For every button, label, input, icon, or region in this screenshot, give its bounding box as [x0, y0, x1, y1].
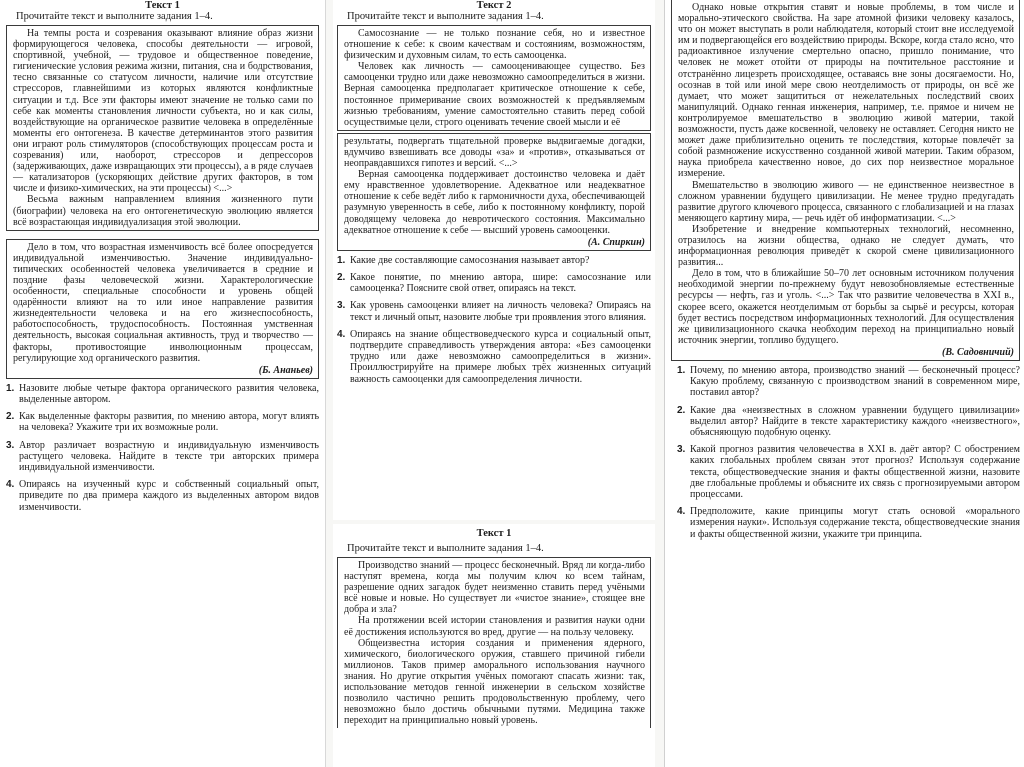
paragraph: результаты, подвергать тщательной проверке выдвигаемые догадки, вдумчиво взвешивать все доводы «за» и «против», отказываться от неоправдавшихся гипотез и версий. <...>: [344, 135, 645, 170]
question-number: 3.: [677, 444, 686, 456]
text-heading: Текст 1: [145, 0, 180, 11]
question-item: [677, 444, 1020, 500]
question-text: Какое понятие, по мнению автора, шире: самосознание или самооценка? Поясните свой ответ, опираясь на текст.: [350, 271, 651, 295]
instruction: Прочитайте текст и выполните задания 1–4.: [16, 11, 213, 22]
question-text: Как уровень самооценки влияет на личность человека? Опираясь на текст и личный опыт, назовите любые три проявления этого влияния.: [350, 300, 651, 323]
paragraph: Вмешательство в эволюцию живого — не единственное неизвестное в сложном уравнении будущего цивилизации. Не менее трудно предугадать развитие другого ключевого процесса, связанного с глобализацией и на глазах меняющего картину мира, — речь идёт об информатизации. <...>: [678, 179, 1014, 224]
question-number: 1.: [337, 254, 346, 266]
question-number: 3.: [6, 439, 15, 451]
paragraph: На темпы роста и созревания оказывают влияние образ жизни формирующегося человека, способы деятельности — игровой, спортивной, учебной, — трудовое и общественное поведение, гигиенические условия режима жизни, питания, сна и бодрствования, тесно связанные со статусом личности, наличие или отсутствие стрессоров, главнейшими из которых являются конфликтные ситуации и т.д. Все эти факторы имеют значение не только сами по себе как моменты становления личности субъекта, но и как силы, воздействующие на органическое развитие человека в определённые моменты его онтогенеза. В качестве детерминантов этого развития они играют роль стимуляторов (способствующих процессам роста и созревания) или, наоборот, стрессоров и депрессоров (задерживающих, даже извращающих эти процессы), а в ряде случаев — катализаторов (ускоряющих действие других факторов, в том числе и физико-химических, на эти процессы) <...>: [13, 28, 313, 195]
questions-list: [337, 255, 651, 385]
paragraph: На протяжении всей истории становления и развития науки одни её достижения используются во вред, другие — на пользу человеку.: [344, 615, 645, 638]
question-number: 4.: [677, 506, 686, 518]
question-text: Как выделенные факторы развития, по мнению автора, могут влиять на человека? Укажите три их возможные роли.: [19, 411, 319, 434]
text-box-1: [337, 25, 651, 131]
question-number: 1.: [677, 365, 686, 376]
paragraph: Самосознание — не только познание себя, но и известное отношение к себе: к своим качествам и состояниям, возможностям, физическим и духовным силам, то есть самооценка.: [344, 28, 645, 62]
question-number: 1.: [6, 382, 15, 394]
question-number: 4.: [337, 328, 346, 340]
page-text1-biology: [0, 0, 326, 767]
instruction: Прочитайте текст и выполните задания 1–4.: [347, 543, 544, 554]
question-item: [337, 272, 651, 294]
question-item: [677, 506, 1020, 540]
question-text: Опираясь на знание обществоведческого курса и социальный опыт, подтвердите справедливость утверждения автора: «Без самооценки трудно или даже невозможно самоопределиться в жизни». Проиллюстрируйте на примере любых трёх жизненных ситуаций важность самооценки для самоопределения личности.: [350, 328, 651, 385]
question-text: Почему, по мнению автора, производство знаний — бесконечный процесс? Какую проблему, связанную с производством знаний в современном мире, поставил автор?: [690, 365, 1020, 399]
paragraph: Верная самооценка поддерживает достоинство человека и даёт ему нравственное удовлетворение. Адекватное или неадекватное отношение к себе ведёт либо к гармоничности духа, обеспечивающей разумную уверенность в себе, либо к постоянному конфликту, порой доводящему человека до невротического состояния. Максимально адекватное отношение к себе — высший уровень самооценки.: [344, 169, 645, 236]
text-box: [671, 0, 1020, 361]
page-text1-continuation: [664, 0, 1024, 767]
question-number: 2.: [6, 411, 15, 423]
question-text: Какие две составляющие самосознания называет автор?: [350, 254, 590, 266]
paragraph: Изобретение и внедрение компьютерных технологий, несомненно, отразилось на жизни общества, однако не следует думать, что информационная революция приведёт к скорой смене цивилизационного развития...: [678, 223, 1014, 269]
question-number: 2.: [677, 404, 686, 416]
paragraph: Общеизвестна история создания и применения ядерного, химического, биологического оружия, ставшего причиной гибели миллионов. Таков пример аморального использования научного знания. Но другие открытия учёных помогают спасать жизни: так, использование методов генной инженерии в сельском хозяйстве позволило частично решить продовольственную проблему, чего невозможно было достичь обычными путями. Медицина также переходит на принципиально новый уровень.: [344, 637, 645, 727]
text-box: [337, 557, 651, 728]
text-heading: Текст 2: [476, 0, 512, 11]
text-box-1: [6, 25, 319, 231]
question-number: 4.: [6, 479, 15, 491]
question-text: Автор различает возрастную и индивидуальную изменчивость растущего человека. Найдите в тексте три авторских примера индивидуальной изменчивости.: [19, 439, 319, 474]
question-item: [6, 440, 319, 474]
page-text1-knowledge: [333, 524, 655, 767]
question-number: 2.: [337, 271, 346, 283]
paragraph: Дело в том, что возрастная изменчивость всё более опосредуется индивидуальной изменчивостью. Значение индивидуально-типических особенностей человека увеличивается в средние и поздние фазы человеческой жизни. Характерологические особенности, специальные способности и уровень общей одарённости влияют на то или иное направление развития жизнедеятельности человека и на его жизнеспособность, работоспособность, трудоспособность. Постоянная умственная деятельность, высокая социальная активность, труд и творчество — факторы, противостоящие инволюционным процессам, регулирующие ход органического развития.: [13, 241, 313, 364]
text-box-2: [337, 133, 651, 251]
question-item: [6, 479, 319, 513]
question-item: [337, 300, 651, 322]
question-text: Какие два «неизвестных в сложном уравнении будущего цивилизации» выделил автор? Найдите в тексте характеристику каждого «неизвестного», объясняющую подобную оценку.: [690, 404, 1020, 439]
instruction: Прочитайте текст и выполните задания 1–4.: [347, 11, 544, 22]
question-item: [6, 383, 319, 405]
author-attribution: (Б. Ананьев): [258, 364, 313, 376]
paragraph: Производство знаний — процесс бесконечный. Вряд ли когда-либо наступят времена, когда мы получим ключ ко всем тайнам, разрешение одних загадок будет неизменно ставить перед учёными всё новые и новые. Но существует ли «чистое знание», стоящее вне добра и зла?: [344, 560, 645, 616]
paragraph: Человек как личность — самооценивающее существо. Без самооценки трудно или даже невозможно самоопределиться в жизни. Верная самооценка предполагает критическое отношение к себе, постоянное примеривание своих возможностей к предъявляемым жизнью требованиям, умение самостоятельно ставить перед собой осуществимые цели, строго оценивать течение своей мысли и её: [344, 61, 645, 128]
paragraph: Весьма важным направлением влияния жизненного пути (биографии) человека на его онтогенетическую эволюцию является всё возрастающая индивидуализация этой эволюции.: [13, 194, 313, 228]
page-text2-self-awareness: [333, 0, 655, 520]
author-attribution: (В. Садовничий): [942, 346, 1014, 358]
text-heading: Текст 1: [476, 528, 512, 539]
question-text: Опираясь на изученный курс и собственный социальный опыт, приведите по два примера каждого из выделенных автором видов изменчивости.: [19, 479, 319, 513]
text-box-2: [6, 239, 319, 379]
question-item: [337, 329, 651, 385]
question-text: Какой прогноз развития человечества в XXI в. даёт автор? С обострением каких глобальных проблем связан этот прогноз? Используя содержание текста, обществоведческие знания и факты общественной жизни, назовите две глобальные проблемы и объясните их связь с прогнозируемыми автором процессами.: [690, 444, 1020, 501]
question-number: 3.: [337, 300, 346, 312]
question-item: [337, 255, 651, 266]
author-attribution: (А. Спиркин): [587, 236, 645, 248]
paragraph: Однако новые открытия ставят и новые проблемы, в том числе и морально-этического свойства. На заре атомной физики человеку казалось, что он может выступать в роли наблюдателя, который стоит вне исследуемой им и подвергающейся его воздействию природы. Вскоре, когда стало ясно, что радиоактивное излучение смертельно опасно, пришло понимание, что человек не может отойти от природы на почтительное расстояние и отстранённо лицезреть происходящее, оставаясь вне зоны досягаемости. Но, осознав в той или иной мере свою неотделимость от природы, он всё же думает, что может защититься от нежелательных последствий своих манипуляций. Однако генная инженерия, например, т.е. прямое и ничем не контролируемое вмешательство в эволюцию живой материи, такой возможности, пусть даже косвенной, человеку не оставляет. Сегодня никто не может даже приблизительно оценить те последствия, которые повлечёт за собой размножение искусственно созданной живой материи. Таким образом, наука приобрела качественно новое, до сих пор неизвестное моральное измерение.: [678, 2, 1014, 180]
question-item: [677, 405, 1020, 439]
question-item: [6, 411, 319, 433]
question-item: [677, 365, 1020, 399]
question-text: Назовите любые четыре фактора органического развития человека, выделенные автором.: [19, 382, 319, 406]
questions-list: [6, 383, 319, 513]
questions-list: [671, 365, 1020, 540]
paragraph: Дело в том, что в ближайшие 50–70 лет основным источником получения необходимой энергии по-прежнему будут невозобновляемые естественные ресурсы — нефть, газ и уголь. <...> Так что развитие человечества в XXI в., скорее всего, окажется неотделимым от борьбы за сырьё и ресурсы, которая будет вестись посредством информационных технологий. Для осуществления же цивилизационного скачка необходим переход на принципиально новый источник энергии, топливо будущего.: [678, 268, 1014, 346]
question-text: Предположите, какие принципы могут стать основой «морального измерения науки». Используя содержание текста, обществоведческие знания и факты общественной жизни, укажите три принципа.: [690, 506, 1020, 540]
